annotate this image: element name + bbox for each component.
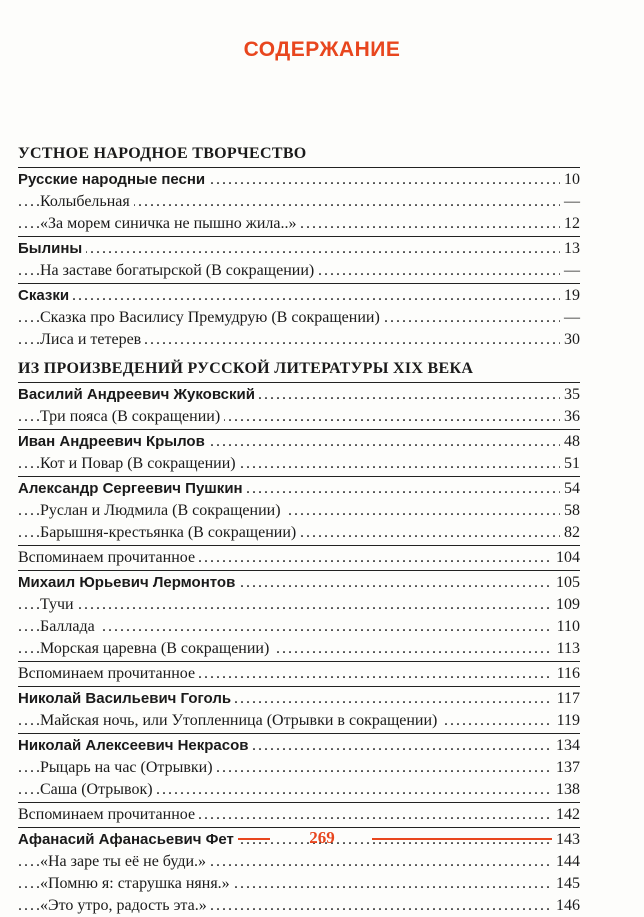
subentry-page: — [560,307,580,329]
subentry-page: 51 [560,453,580,475]
page-title: СОДЕРЖАНИЕ [243,38,401,61]
subentry-page: 113 [553,638,580,660]
entry-page: 134 [552,735,580,757]
subentry-title: Колыбельная [40,193,134,210]
subentry-page: 138 [552,779,580,801]
divider [18,661,580,662]
subentry-page: — [560,191,580,213]
subentry-title: Руслан и Людмила (В сокращении) [40,502,285,519]
entry-page: 117 [553,688,580,710]
toc-subentry [18,757,580,779]
toc-group-entry [18,688,580,710]
section-heading: УСТНОЕ НАРОДНОЕ ТВОРЧЕСТВО [18,145,307,162]
subentry-title: «На заре ты её не буди.» [40,853,210,870]
review-entry [18,663,580,685]
entry-title: Былины [18,240,86,257]
subentry-page: — [560,260,580,282]
toc-subentry [18,406,580,428]
toc-subentry [18,779,580,801]
toc-group-entry [18,169,580,191]
review-entry [18,547,580,569]
subentry-title: Рыцарь на час (Отрывки) [40,759,217,776]
entry-title: Иван Андреевич Крылов [18,433,209,450]
subentry-title: Сказка про Василису Премудрую (В сокращении) [40,309,384,326]
entry-page: 13 [560,238,580,260]
divider [18,733,580,734]
toc-subentry [18,710,580,732]
toc-subentry [18,191,580,213]
entry-title: Михаил Юрьевич Лермонтов [18,574,239,591]
right-footer-rule [372,838,568,840]
divider [18,382,580,383]
subentry-page: 82 [560,522,580,544]
divider [18,802,580,803]
toc-subentry [18,594,580,616]
subentry-page: 144 [552,851,580,873]
entry-title: Вспоминаем прочитанное [18,549,199,566]
entry-title: Александр Сергеевич Пушкин [18,480,247,497]
table-of-contents [18,142,580,917]
subentry-title: «Помню я: старушка няня.» [40,875,234,892]
toc-subentry [18,616,580,638]
toc-group-entry [18,735,580,757]
entry-page: 10 [560,169,580,191]
entry-page: 48 [560,431,580,453]
subentry-page: 36 [560,406,580,428]
entry-page: 104 [552,547,580,569]
divider [18,476,580,477]
entry-page: 19 [560,285,580,307]
subentry-page: 137 [552,757,580,779]
toc-subentry [18,638,580,660]
toc-subentry [18,260,580,282]
subentry-page: 109 [552,594,580,616]
subentry-title: Майская ночь, или Утопленница (Отрывки в сокращении) [40,712,441,729]
toc-subentry [18,453,580,475]
subentry-title: Кот и Повар (В сокращении) [40,455,240,472]
divider [18,686,580,687]
subentry-title: Три пояса (В сокращении) [40,408,224,425]
divider [18,545,580,546]
entry-title: Николай Алексеевич Некрасов [18,737,253,754]
toc-subentry [18,213,580,235]
page-number: 269 [309,828,335,847]
entry-title: Русские народные песни [18,171,209,188]
subentry-title: Тучи [40,596,78,613]
entry-page: 142 [552,804,580,826]
subentry-page: 146 [552,895,580,917]
entry-title: Вспоминаем прочитанное [18,806,199,823]
subentry-title: Лиса и тетерев [40,331,145,348]
toc-group-entry [18,431,580,453]
entry-page: 35 [560,384,580,406]
entry-title: Сказки [18,287,73,304]
entry-page: 54 [560,478,580,500]
toc-group-entry [18,238,580,260]
toc-subentry [18,307,580,329]
toc-group-entry [18,285,580,307]
subentry-title: Баллада [40,618,99,635]
entry-title: Василий Андреевич Жуковский [18,386,259,403]
section-heading: ИЗ ПРОИЗВЕДЕНИЙ РУССКОЙ ЛИТЕРАТУРЫ XIX ВЕКА [18,360,474,377]
review-entry [18,804,580,826]
divider [18,167,580,168]
entry-title: Афанасий Афанасьевич Фет [18,831,238,848]
subentry-page: 58 [560,500,580,522]
toc-subentry [18,873,580,895]
toc-subentry [18,329,580,351]
toc-subentry [18,851,580,873]
subentry-title: На заставе богатырской (В сокращении) [40,262,318,279]
subentry-page: 110 [553,616,580,638]
toc-subentry [18,500,580,522]
divider [18,429,580,430]
subentry-page: 30 [560,329,580,351]
toc-group-entry [18,572,580,594]
toc-group-entry [18,384,580,406]
entry-page: 116 [553,663,580,685]
entry-page: 143 [552,829,580,851]
subentry-title: Саша (Отрывок) [40,781,157,798]
subentry-page: 119 [553,710,580,732]
subentry-title: «Это утро, радость эта.» [40,897,211,914]
entry-title: Николай Васильевич Гоголь [18,690,235,707]
toc-subentry [18,895,580,917]
entry-page: 105 [552,572,580,594]
divider [18,570,580,571]
subentry-page: 145 [552,873,580,895]
toc-group-entry [18,478,580,500]
divider [18,236,580,237]
divider [18,283,580,284]
subentry-page: 12 [560,213,580,235]
subentry-title: «За морем синичка не пышно жила..» [40,215,301,232]
subentry-title: Морская царевна (В сокращении) [40,640,273,657]
entry-title: Вспоминаем прочитанное [18,665,199,682]
toc-subentry [18,522,580,544]
subentry-title: Барышня-крестьянка (В сокращении) [40,524,300,541]
